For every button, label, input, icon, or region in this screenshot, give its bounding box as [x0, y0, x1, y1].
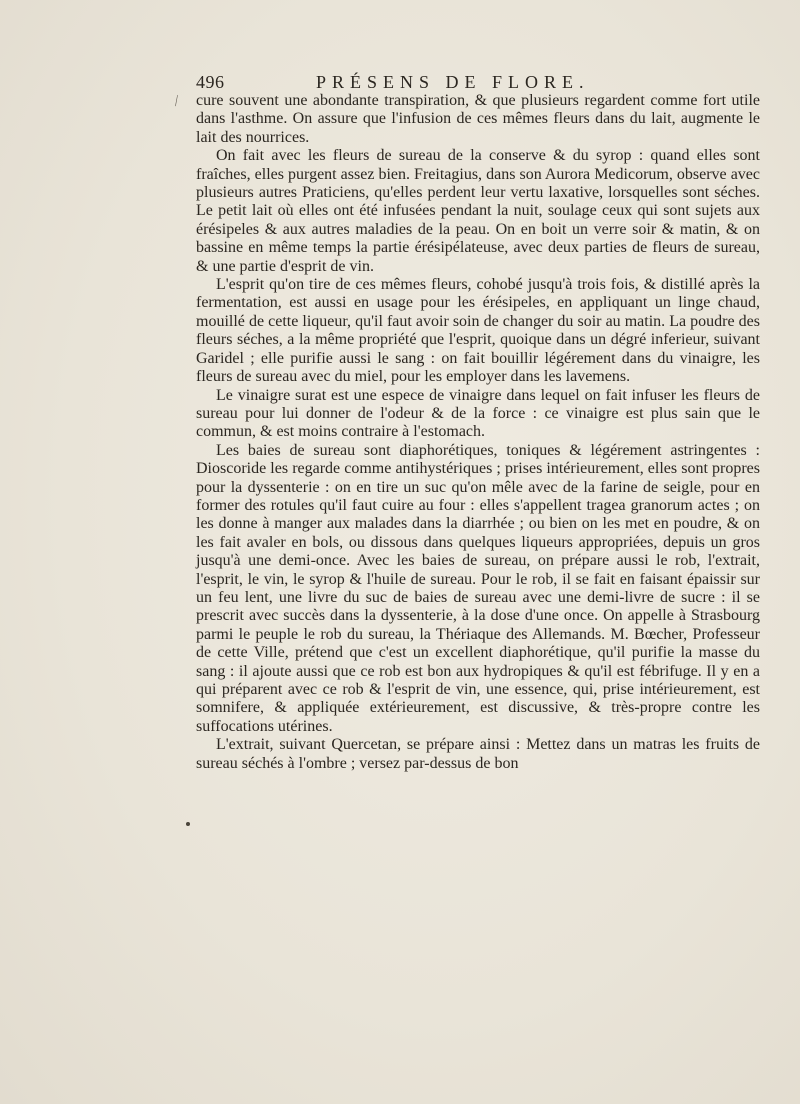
paragraph: On fait avec les fleurs de sureau de la conserve & du syrop : quand elles sont fraîches, elles purgent assez bien. Freitagius, dans son Aurora Medicorum, observe avec plusieurs autres Praticiens, qu'elles perdent leur vertu laxative, lorsquelles sont séches. Le petit lait où elles ont été infusées pendant la nuit, soulage ceux qui sont sujets aux érésipeles & aux autres maladies de la peau. On en boit un verre soir & matin, & on bassine en même temps la partie érésipélateuse, avec deux parties de fleurs de sureau, & une partie d'esprit de vin.: [196, 147, 760, 275]
running-title: PRÉSENS DE FLORE.: [316, 72, 590, 92]
page-number: 496: [196, 72, 225, 92]
paragraph: L'esprit qu'on tire de ces mêmes fleurs, cohobé jusqu'à trois fois, & distillé après la fermentation, est aussi en usage pour les érésipeles, en appliquant un linge chaud, mouillé de cette liqueur, qu'il faut avoir soin de changer du soir au matin. La poudre des fleurs séches, a la même propriété que l'esprit, quoique dans un dégré inferieur, suivant Garidel ; elle purifie aussi le sang : on fait bouillir légérement dans du vinaigre, les fleurs de sureau avec du miel, pour les employer dans les lavemens.: [196, 276, 760, 386]
paragraph: Les baies de sureau sont diaphorétiques, toniques & légérement astringentes : Dioscoride les regarde comme antihystériques ; prises intérieurement, elles sont propres pour la dyssenterie : on en tire un suc qu'on mêle avec de la farine de seigle, pour en former des rotules qu'il faut cuire au four : elles s'appellent tragea granorum actes ; on les donne à manger aux malades dans la diarrhée ; ou bien on les met en poudre, & on les fait avaler en bols, ou dissous dans quelques liqueurs appropriées, depuis un gros jusqu'à une demi-once. Avec les baies de sureau, on prépare aussi le rob, l'extrait, l'esprit, le vin, le syrop & l'huile de sureau. Pour le rob, il se fait en faisant épaissir sur un feu lent, une livre du suc de baies de sureau avec une demi-livre de sucre : il se prescrit avec succès dans la dyssenterie, à la dose d'une once. On appelle à Strasbourg parmi le peuple le rob du sureau, la Thériaque des Allemands. M. Bœcher, Professeur de cette Ville, prétend que c'est un excellent diaphorétique, qu'il purifie la masse du sang : il ajoute aussi que ce rob est bon aux hydropiques & qu'il est fébrifuge. Il y en a qui préparent avec ce rob & l'esprit de vin, une essence, qui, prise intérieurement, est somnifere, & appliquée extérieurement, est discussive, & très-propre contre les suffocations utérines.: [196, 441, 760, 735]
body-text: [196, 92, 760, 773]
paragraph: cure souvent une abondante transpiration, & que plusieurs regardent comme fort utile dans l'asthme. On assure que l'infusion de ces mêmes fleurs dans du lait, augmente le lait des nourrices.: [196, 92, 760, 146]
paragraph: L'extrait, suivant Quercetan, se prépare ainsi : Mettez dans un matras les fruits de sureau séchés à l'ombre ; versez par-dessus de bon: [196, 736, 760, 772]
paragraph: Le vinaigre surat est une espece de vinaigre dans lequel on fait infuser les fleurs de sureau pour lui donner de l'odeur & de la force : ce vinaigre est plus sain que le commun, & est moins contraire à l'estomach.: [196, 386, 760, 441]
margin-mark: ⁄: [172, 94, 182, 109]
margin-dot: [186, 822, 190, 826]
